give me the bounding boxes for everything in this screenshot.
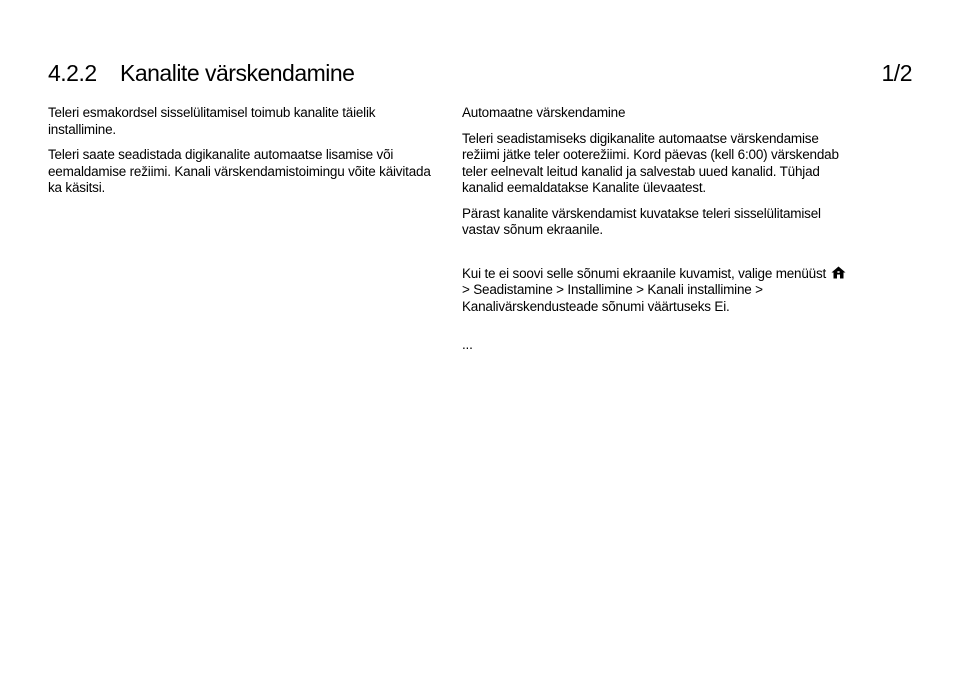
continuation-ellipsis: ...: [462, 337, 473, 352]
home-icon: [831, 266, 846, 279]
left-column: [48, 105, 440, 206]
intro-paragraph: Teleri esmakordsel sisselülitamisel toimub kanalite täielik installimine.: [48, 105, 376, 137]
right-column: [462, 105, 852, 354]
menu-path-paragraph: [462, 266, 852, 316]
section-title: Kanalite värskendamine: [120, 60, 355, 86]
page-header: [48, 60, 912, 92]
message-paragraph: Pärast kanalite värskendamist kuvatakse teleri sisselülitamisel vastav sõnum ekraanile.: [462, 205, 821, 237]
subheading: Automaatne värskendamine: [462, 105, 626, 120]
menu-path: > Seadistamine > Installimine > Kanali installimine > Kanalivärskendusteade sõnumi väärtuseks Ei.: [462, 282, 763, 314]
auto-update-paragraph: Teleri seadistamiseks digikanalite automaatse värskendamise režiimi jätke teler ooterežiimi. Kord päevas (kell 6:00) värskendab teler eelnevalt leitud kanalid ja salvestab uued kanalid. Tühjad kanalid eemaldatakse Kanalite ülevaatest.: [462, 130, 839, 195]
section-number: 4.2.2: [48, 60, 97, 86]
menu-path-intro: Kui te ei soovi selle sõnumi ekraanile kuvamist, valige menüüst: [462, 265, 827, 281]
page-indicator: 1/2: [881, 60, 912, 86]
mode-paragraph: Teleri saate seadistada digikanalite automaatse lisamise või eemaldamise režiimi. Kanali värskendamistoimingu võite käivitada ka käsitsi.: [48, 147, 431, 195]
spacer: [462, 248, 852, 266]
